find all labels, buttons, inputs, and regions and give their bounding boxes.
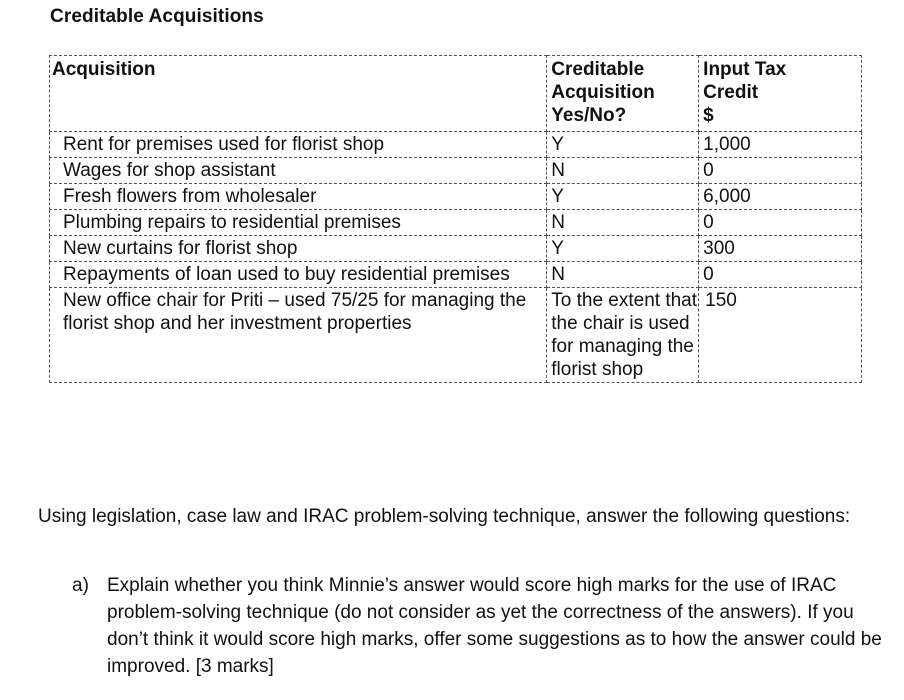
header-creditable-line: Acquisition [551, 82, 655, 103]
creditable-acquisitions-table [49, 55, 862, 383]
creditable-cell: Y [547, 132, 699, 158]
itc-cell: 1,000 [699, 132, 862, 158]
table-row [50, 210, 862, 236]
acquisition-cell: New office chair for Priti – used 75/25 for managing the florist shop and her investment properties [50, 288, 547, 383]
question-item [72, 572, 892, 680]
creditable-cell: N [547, 262, 699, 288]
header-itc-line: Credit [703, 82, 759, 103]
header-creditable-line: Creditable [551, 59, 645, 80]
header-input-tax-credit [699, 56, 862, 132]
table-row [50, 158, 862, 184]
acquisition-cell: Rent for premises used for florist shop [50, 132, 547, 158]
itc-cell: 300 [699, 236, 862, 262]
question-label: a) [72, 575, 89, 596]
table-row [50, 236, 862, 262]
header-itc-line: Input Tax [703, 59, 787, 80]
table-row [50, 184, 862, 210]
creditable-cell: N [547, 158, 699, 184]
question-intro: Using legislation, case law and IRAC problem-solving technique, answer the following questions: [38, 506, 851, 527]
itc-cell: 150 [699, 288, 862, 383]
table-row [50, 262, 862, 288]
acquisition-cell: Plumbing repairs to residential premises [50, 210, 547, 236]
table-row [50, 132, 862, 158]
itc-cell: 6,000 [699, 184, 862, 210]
acquisition-cell: Fresh flowers from wholesaler [50, 184, 547, 210]
acquisition-cell: Repayments of loan used to buy residential premises [50, 262, 547, 288]
header-creditable [547, 56, 699, 132]
creditable-cell: N [547, 210, 699, 236]
acquisition-cell: Wages for shop assistant [50, 158, 547, 184]
acquisition-cell: New curtains for florist shop [50, 236, 547, 262]
itc-cell: 0 [699, 262, 862, 288]
itc-cell: 0 [699, 210, 862, 236]
table-header-row [50, 56, 862, 132]
creditable-cell: Y [547, 184, 699, 210]
itc-cell: 0 [699, 158, 862, 184]
question-text: Explain whether you think Minnie’s answer would score high marks for the use of IRAC problem-solving technique (do not consider as yet the correctness of the answers). If you don’t think it would score high marks, offer some suggestions as to how the answer could be improved. [3 marks] [107, 575, 882, 677]
header-itc-line: $ [703, 105, 714, 126]
creditable-cell: Y [547, 236, 699, 262]
header-acquisition: Acquisition [50, 56, 547, 132]
creditable-cell: To the extent that the chair is used for managing the florist shop [547, 288, 699, 383]
header-creditable-line: Yes/No? [551, 105, 627, 126]
section-title: Creditable Acquisitions [50, 6, 264, 27]
table-row [50, 288, 862, 383]
